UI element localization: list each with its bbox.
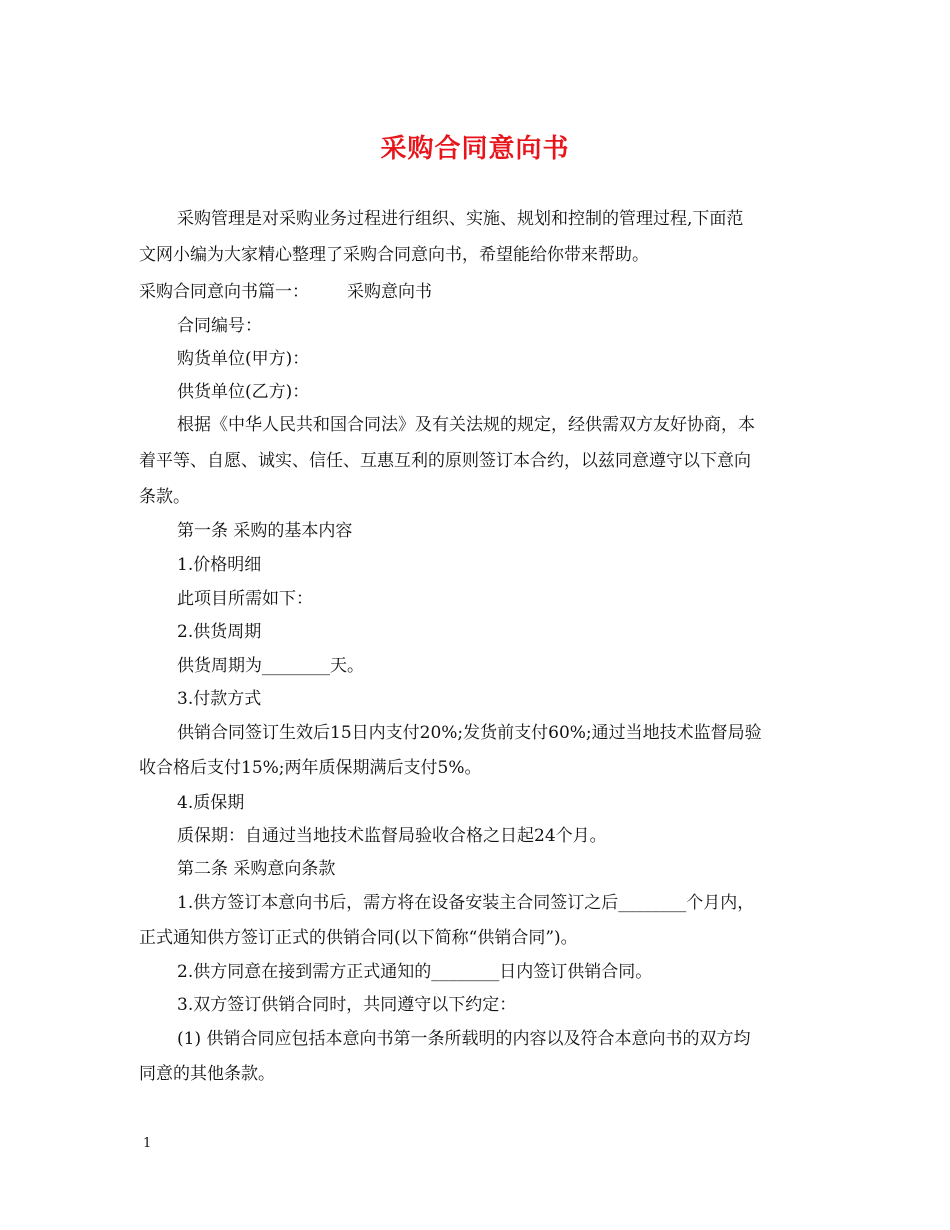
article-2-item-2: 2.供方同意在接到需方正式通知的________日内签订供销合同。	[177, 962, 653, 982]
basis-line-2: 着平等、自愿、诚实、信任、互惠互利的原则签订本合约，以兹同意遵守以下意向	[139, 451, 751, 471]
article-1-item-1-text: 此项目所需如下：	[177, 589, 313, 609]
article-2-item-3-sub-1-line-2: 同意的其他条款。	[139, 1064, 275, 1084]
section-heading	[139, 282, 432, 302]
article-2-item-3: 3.双方签订供销合同时，共同遵守以下约定：	[177, 995, 517, 1015]
article-2-item-1-line-2: 正式通知供方签订正式的供销合同(以下简称“供销合同”)。	[139, 928, 578, 948]
section-heading-subtitle: 采购意向书	[347, 282, 432, 302]
basis-line-1: 根据《中华人民共和国合同法》及有关法规的规定，经供需双方友好协商，本	[177, 415, 755, 435]
article-2-item-3-sub-1-line-1: (1) 供销合同应包括本意向书第一条所载明的内容以及符合本意向书的双方均	[177, 1029, 751, 1049]
article-1-item-4-text: 质保期：自通过当地技术监督局验收合格之日起24个月。	[177, 826, 607, 846]
article-1-item-3-text-1: 供销合同签订生效后15日内支付20%;发货前支付60%;通过当地技术监督局验	[177, 723, 762, 743]
intro-line-2: 文网小编为大家精心整理了采购合同意向书，希望能给你带来帮助。	[139, 245, 649, 265]
article-1-item-4: 4.质保期	[177, 793, 245, 813]
article-2-heading: 第二条 采购意向条款	[177, 859, 336, 879]
buyer-field: 购货单位(甲方)：	[177, 349, 310, 369]
article-1-heading: 第一条 采购的基本内容	[177, 521, 353, 541]
article-1-item-3-text-2: 收合格后支付15%;两年质保期满后支付5%。	[139, 758, 482, 778]
page-number: 1	[143, 1136, 152, 1151]
article-1-item-2: 2.供货周期	[177, 622, 262, 642]
article-2-item-1-line-1: 1.供方签订本意向书后，需方将在设备安装主合同签订之后________个月内，	[177, 893, 755, 913]
supplier-field: 供货单位(乙方)：	[177, 382, 310, 402]
section-heading-label: 采购合同意向书篇一：	[139, 282, 309, 302]
contract-number-field: 合同编号：	[177, 316, 262, 336]
basis-line-3: 条款。	[139, 487, 190, 507]
intro-line-1: 采购管理是对采购业务过程进行组织、实施、规划和控制的管理过程,下面范	[177, 209, 744, 229]
article-1-item-2-text: 供货周期为________天。	[177, 656, 364, 676]
article-1-item-1: 1.价格明细	[177, 555, 262, 575]
page-title: 采购合同意向书	[380, 134, 570, 164]
article-1-item-3: 3.付款方式	[177, 689, 262, 709]
